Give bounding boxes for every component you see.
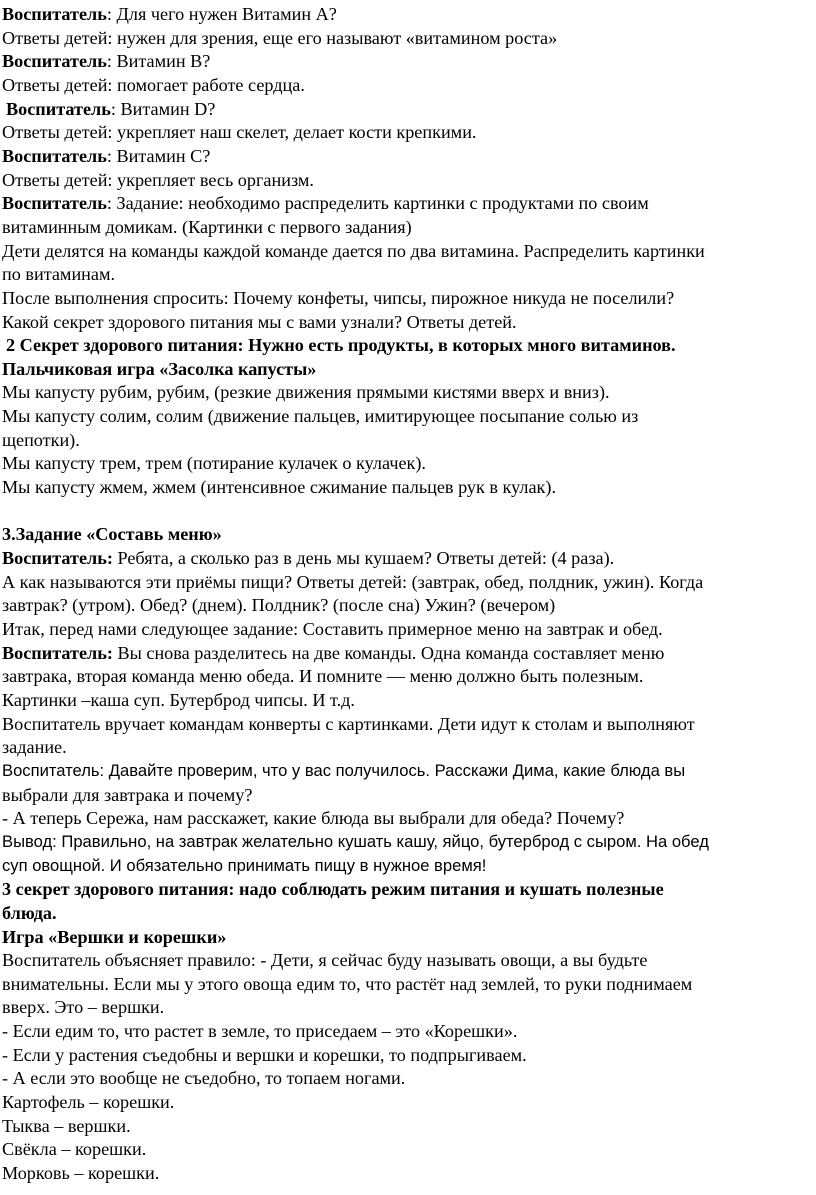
line-text: : Витамин В?: [106, 51, 211, 71]
text-line: [2, 476, 556, 498]
text-line: [2, 169, 314, 191]
line-text: Мы капусту жмем, жмем (интенсивное сжимание пальцев рук в кулак).: [2, 477, 556, 497]
line-text: Картофель – корешки.: [2, 1092, 175, 1112]
line-text: А как называются эти приёмы пищи? Ответы детей: (завтрак, обед, полдник, ужин). Когда: [2, 572, 704, 592]
section-heading: [2, 878, 664, 900]
text-line: [2, 1044, 527, 1066]
heading-text: Игра «Вершки и корешки»: [2, 927, 227, 947]
text-line: [2, 1067, 405, 1089]
line-text: Мы капусту солим, солим (движение пальцев, имитирующее посыпание солью из: [2, 406, 639, 426]
text-line: [2, 855, 486, 877]
line-text: Свёкла – корешки.: [2, 1139, 147, 1159]
section-heading: [2, 523, 222, 545]
speaker-label: Воспитатель: [2, 193, 107, 213]
line-text: Вывод: Правильно, на завтрак желательно кушать кашу, яйцо, бутерброд с сыром. На обед: [2, 832, 709, 851]
line-text: - Если у растения съедобны и вершки и корешки, то подпрыгиваем.: [2, 1045, 527, 1065]
line-text: Ответы детей: помогает работе сердца.: [2, 75, 305, 95]
text-line: [2, 807, 624, 829]
line-text: Ответы детей: нужен для зрения, еще его называют «витамином роста»: [2, 28, 558, 48]
text-line: [2, 973, 692, 995]
text-line: [2, 1020, 517, 1042]
speaker-label: Воспитатель: [2, 146, 107, 166]
heading-text: 2 Секрет здорового питания: Нужно есть продукты, в которых много витаминов.: [6, 335, 676, 355]
line-text: завтрак? (утром). Обед? (днем). Полдник? (после сна) Ужин? (вечером): [2, 595, 556, 615]
line-text: внимательны. Если мы у этого овоща едим то, что растёт над землей, то руки поднимаем: [2, 974, 693, 994]
text-line: [2, 784, 252, 806]
line-text: Вы снова разделитесь на две команды. Одна команда составляет меню: [112, 643, 665, 663]
speaker-label: Воспитатель: [6, 99, 111, 119]
text-line: [2, 3, 337, 25]
text-line: [2, 50, 210, 72]
text-line: [2, 713, 695, 735]
line-text: вверх. Это – вершки.: [2, 997, 165, 1017]
line-text: : Витамин С?: [106, 146, 211, 166]
text-line: [2, 311, 517, 333]
line-text: задание.: [2, 737, 67, 757]
text-line: [2, 381, 610, 403]
line-text: по витаминам.: [2, 264, 116, 284]
text-line: [6, 98, 215, 120]
line-text: Дети делятся на команды каждой команде дается по два витамина. Распределить картинки: [2, 241, 705, 261]
line-text: Воспитатель вручает командам конверты с картинками. Дети идут к столам и выполняют: [2, 714, 695, 734]
line-text: Тыква – вершки.: [2, 1116, 131, 1136]
line-text: Какой секрет здорового питания мы с вами узнали? Ответы детей.: [2, 312, 517, 332]
speaker-label: Воспитатель:: [2, 643, 113, 663]
line-text: : Витамин D?: [110, 99, 216, 119]
line-text: витаминным домикам. (Картинки с первого задания): [2, 217, 412, 237]
line-text: выбрали для завтрака и почему?: [2, 785, 253, 805]
text-line: [2, 263, 115, 285]
text-line: [2, 736, 67, 758]
line-text: - А если это вообще не съедобно, то топаем ногами.: [2, 1068, 406, 1088]
line-text: - Если едим то, что растет в земле, то приседаем – это «Корешки».: [2, 1021, 518, 1041]
line-text: Ответы детей: укрепляет наш скелет, делает кости крепкими.: [2, 122, 477, 142]
line-text: Ответы детей: укрепляет весь организм.: [2, 170, 314, 190]
text-line: [2, 547, 614, 569]
line-text: Итак, перед нами следующее задание: Составить примерное меню на завтрак и обед.: [2, 619, 663, 639]
line-text: суп овощной. И обязательно принимать пищу в нужное время!: [2, 856, 487, 875]
text-line: [2, 1091, 174, 1113]
speaker-label: Воспитатель: [2, 4, 107, 24]
heading-text: Пальчиковая игра «Засолка капусты»: [2, 359, 317, 379]
text-line: [2, 216, 412, 238]
line-text: : Задание: необходимо распределить картинки с продуктами по своим: [106, 193, 649, 213]
text-line: [2, 145, 210, 167]
text-line: [2, 571, 703, 593]
text-line: [2, 27, 557, 49]
text-line: [2, 429, 80, 451]
line-text: - А теперь Сережа, нам расскажет, какие блюда вы выбрали для обеда? Почему?: [2, 808, 625, 828]
speaker-label: Воспитатель: [2, 51, 107, 71]
line-text: Морковь – корешки.: [2, 1163, 160, 1183]
text-line: [2, 594, 555, 616]
text-line: [2, 240, 705, 262]
text-line: [2, 287, 674, 309]
line-text: Картинки –каша суп. Бутерброд чипсы. И т.д.: [2, 690, 355, 710]
text-line: [2, 949, 647, 971]
text-line: [2, 1138, 146, 1160]
text-line: [2, 618, 663, 640]
text-line: [2, 689, 355, 711]
section-heading: [6, 334, 676, 356]
section-heading: [2, 902, 57, 924]
text-line: [2, 192, 649, 214]
line-text: Воспитатель объясняет правило: - Дети, я сейчас буду называть овощи, а вы будьте: [2, 950, 648, 970]
text-line: [2, 1162, 159, 1184]
speaker-label: Воспитатель:: [2, 548, 113, 568]
line-text: : Для чего нужен Витамин А?: [106, 4, 337, 24]
section-heading: [2, 926, 226, 948]
heading-text: 3 секрет здорового питания: надо соблюдать режим питания и кушать полезные: [2, 879, 664, 899]
text-line: [2, 831, 709, 853]
text-line: [2, 642, 664, 664]
line-text: После выполнения спросить: Почему конфеты, чипсы, пирожное никуда не поселили?: [2, 288, 675, 308]
line-text: Воспитатель: Давайте проверим, что у вас получилось. Расскажи Дима, какие блюда вы: [2, 761, 686, 780]
text-line: [2, 405, 638, 427]
line-text: Мы капусту трем, трем (потирание кулачек о кулачек).: [2, 453, 426, 473]
line-text: Мы капусту рубим, рубим, (резкие движения прямыми кистями вверх и вниз).: [2, 382, 610, 402]
text-line: [2, 1115, 131, 1137]
text-line: [2, 121, 476, 143]
line-text: щепотки).: [2, 430, 80, 450]
text-line: [2, 760, 685, 782]
text-line: [2, 74, 305, 96]
line-text: завтрака, вторая команда меню обеда. И помните — меню должно быть полезным.: [2, 666, 644, 686]
text-line: [2, 665, 643, 687]
heading-text: 3.Задание «Составь меню»: [2, 524, 222, 544]
heading-text: блюда.: [2, 903, 57, 923]
section-heading: [2, 358, 316, 380]
text-line: [2, 452, 426, 474]
text-line: [2, 996, 164, 1018]
line-text: Ребята, а сколько раз в день мы кушаем? Ответы детей: (4 раза).: [112, 548, 615, 568]
